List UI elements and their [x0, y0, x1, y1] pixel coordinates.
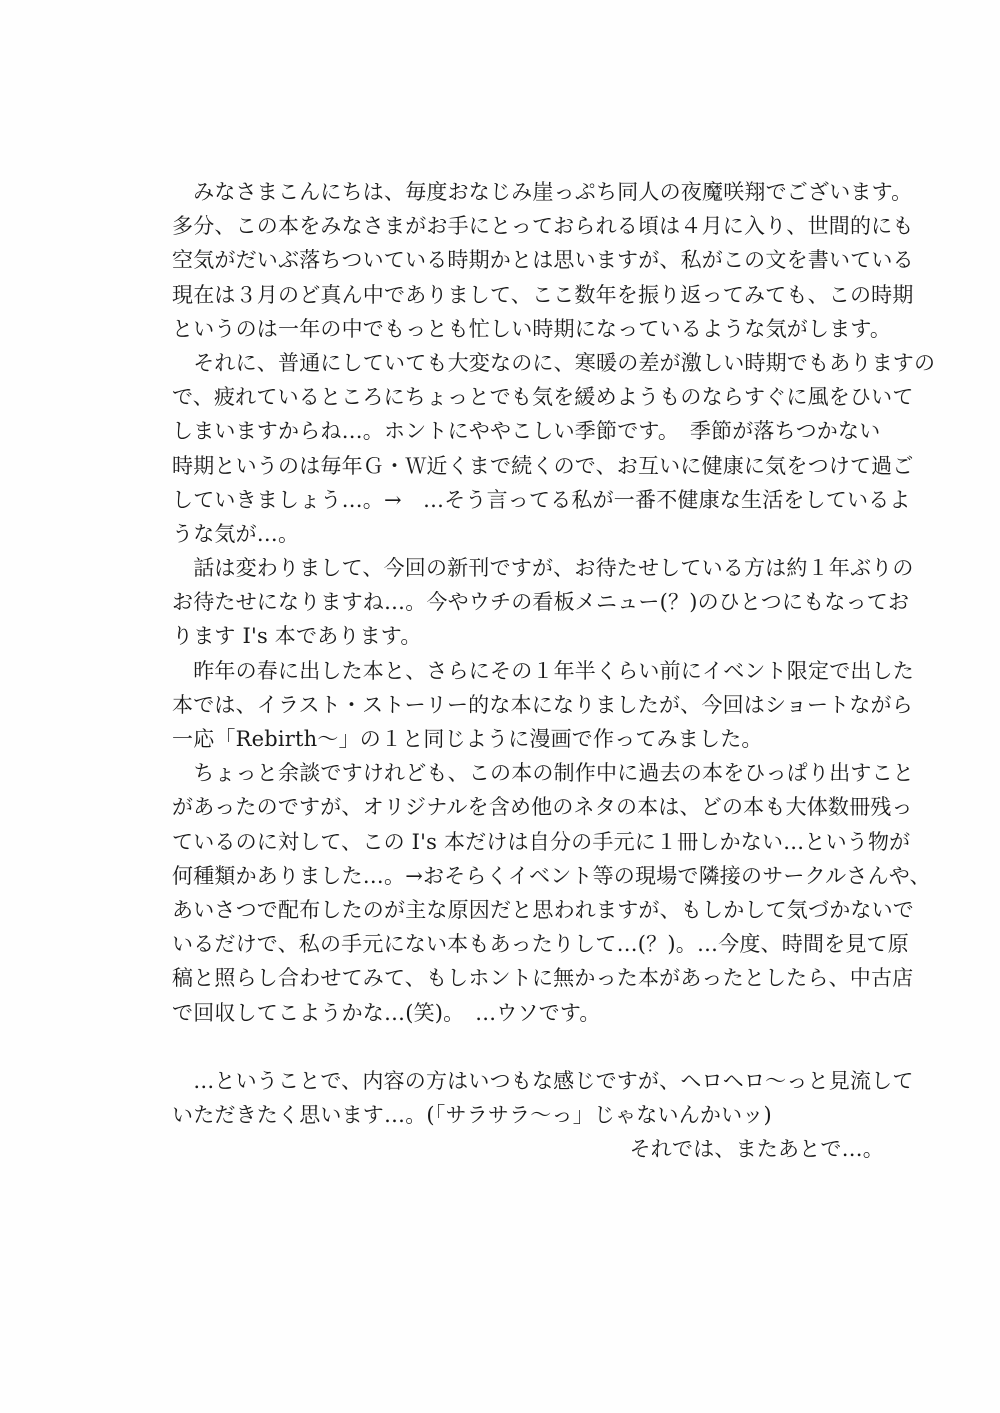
text-line: で回収してこようかな…(笑)。 …ウソです。	[172, 1000, 601, 1025]
text-line: 本では、イラスト・ストーリー的な本になりましたが、今回はショートながら	[172, 692, 913, 717]
text-line: 現在は３月のど真ん中でありまして、ここ数年を振り返ってみても、この時期	[172, 282, 914, 307]
text-line: あいさつで配布したのが主な原因だと思われますが、もしかして気づかないで	[172, 897, 914, 922]
text-line: 時期というのは毎年Ｇ・Ｗ近くまで続くので、お互いに健康に気をつけて過ご	[172, 453, 914, 478]
text-line: ちょっと余談ですけれども、この本の制作中に過去の本をひっぱり出すこと	[172, 761, 914, 786]
text-line: …ということで、内容の方はいつもな感じですが、ヘロヘロ～っと見流して	[172, 1068, 914, 1093]
afterword-text	[172, 175, 936, 1166]
text-line: いただきたく思います…。(「サラサラ～っ」じゃないんかいッ)	[172, 1103, 772, 1128]
text-line: があったのですが、オリジナルを含め他のネタの本は、どの本も大体数冊残っ	[172, 795, 913, 820]
blank-line	[172, 1030, 912, 1064]
text-line: しまいますからね…。ホントにややこしい季節です。 季節が落ちつかない	[172, 419, 881, 444]
text-line: で、疲れているところにちょっとでも気を緩めようものならすぐに風をひいて	[172, 385, 914, 410]
text-line: みなさまこんにちは、毎度おなじみ崖っぷち同人の夜魔咲翔でございます。	[172, 180, 913, 204]
text-line: ているのに対して、この I's 本だけは自分の手元に１冊しかない…という物が	[172, 829, 911, 854]
text-line: お待たせになりますね…。今やウチの看板メニュー(？)のひとつにもなってお	[172, 590, 910, 615]
text-line: 昨年の春に出した本と、さらにその１年半くらい前にイベント限定で出した	[172, 658, 914, 683]
text-line: いるだけで、私の手元にない本もあったりして…(？)。…今度、時間を見て原	[172, 932, 909, 957]
text-line: 空気がだいぶ落ちついている時期かとは思いますが、私がこの文を書いている	[172, 248, 914, 273]
closing-line: それでは、またあとで…。	[629, 1137, 884, 1162]
text-line: 話は変わりまして、今回の新刊ですが、お待たせしている方は約１年ぶりの	[172, 556, 914, 581]
text-line: 一応「Rebirth～」の１と同じように漫画で作ってみました。	[172, 727, 763, 751]
text-line: していきましょう…。→ …そう言ってる私が一番不健康な生活をしているよ	[172, 487, 911, 512]
text-line: 稿と照らし合わせてみて、もしホントに無かった本があったとしたら、中古店	[172, 966, 914, 991]
text-line: それに、普通にしていても大変なのに、寒暖の差が激しい時期でもありますの	[172, 350, 936, 375]
text-line: ります I's 本であります。	[172, 624, 422, 649]
text-line: 多分、この本をみなさまがお手にとっておられる頃は４月に入り、世間的にも	[172, 214, 914, 239]
text-line: というのは一年の中でもっとも忙しい時期になっているような気がします。	[172, 316, 892, 341]
text-line: うな気が…。	[172, 521, 300, 546]
text-line: 何種類かありました…。→おそらくイベント等の現場で隣接のサークルさんや、	[172, 863, 931, 888]
